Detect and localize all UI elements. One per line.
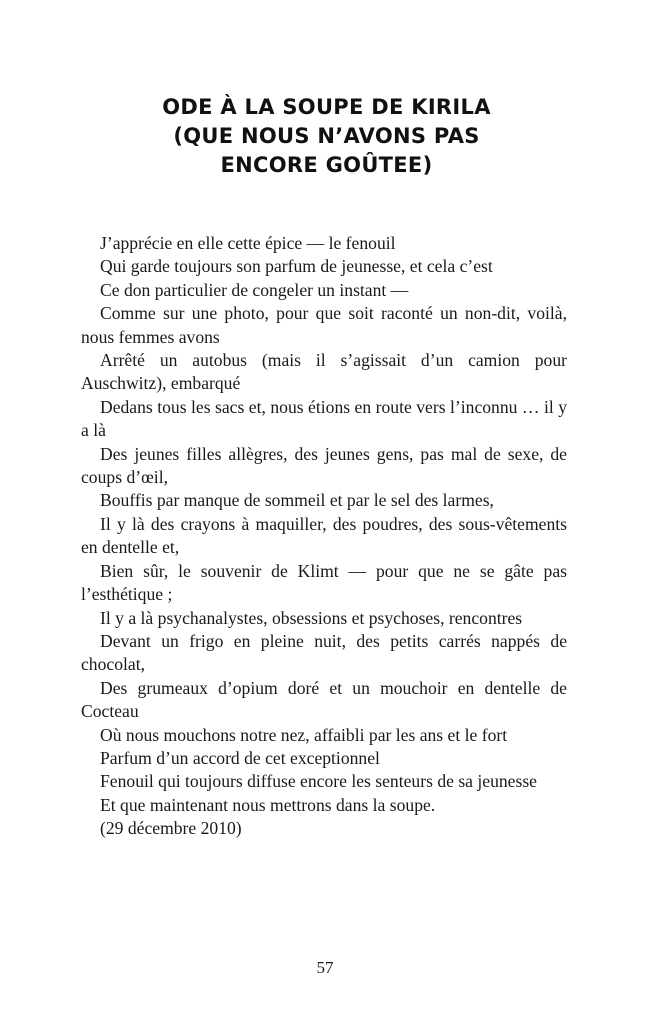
poem-line: Des jeunes filles allègres, des jeunes gens, pas mal de sexe, de coups d’œil,: [81, 443, 567, 488]
poem-line: Bouffis par manque de sommeil et par le sel des larmes,: [100, 490, 494, 511]
poem-title: [0, 93, 650, 180]
poem-line: Des grumeaux d’opium doré et un mouchoir en dentelle de Cocteau: [81, 677, 567, 722]
poem-line: Parfum d’un accord de cet exceptionnel: [100, 747, 380, 768]
poem-line: Comme sur une photo, pour que soit raconté un non-dit, voilà, nous femmes avons: [81, 303, 567, 347]
poem-title-line: (QUE NOUS N’AVONS PAS: [173, 124, 480, 148]
poem-line: Et que maintenant nous mettrons dans la soupe.: [100, 794, 436, 815]
poem-line: Il y a là psychanalystes, obsessions et psychoses, rencontres: [100, 607, 523, 628]
poem-line: Qui garde toujours son parfum de jeunesse, et cela c’est: [100, 256, 493, 277]
page-number: 57: [316, 958, 334, 977]
poem-title-line: ENCORE GOÛTEE): [220, 153, 433, 177]
poem-line: Il y là des crayons à maquiller, des poudres, des sous-vêtements en dentelle et,: [81, 513, 567, 558]
poem-line: Dedans tous les sacs et, nous étions en route vers l’inconnu … il y a là: [81, 396, 567, 441]
poem-line: Arrêté un autobus (mais il s’agissait d’un camion pour Auschwitz), embarqué: [81, 350, 567, 394]
poem-line: Où nous mouchons notre nez, affaibli par les ans et le fort: [100, 724, 508, 745]
poem-line: J’apprécie en elle cette épice — le fenouil: [100, 233, 396, 253]
poem-date: (29 décembre 2010): [100, 818, 242, 839]
poem-line: Ce don particulier de congeler un instant —: [100, 279, 409, 300]
poem-title-line: ODE À LA SOUPE DE KIRILA: [162, 95, 491, 119]
poem-body: [81, 232, 567, 841]
poem-line: Bien sûr, le souvenir de Klimt — pour que ne se gâte pas l’esthétique ;: [81, 560, 567, 605]
poem-line: Fenouil qui toujours diffuse encore les senteurs de sa jeunesse: [100, 771, 537, 792]
poem-line: Devant un frigo en pleine nuit, des petits carrés nappés de chocolat,: [81, 630, 567, 675]
